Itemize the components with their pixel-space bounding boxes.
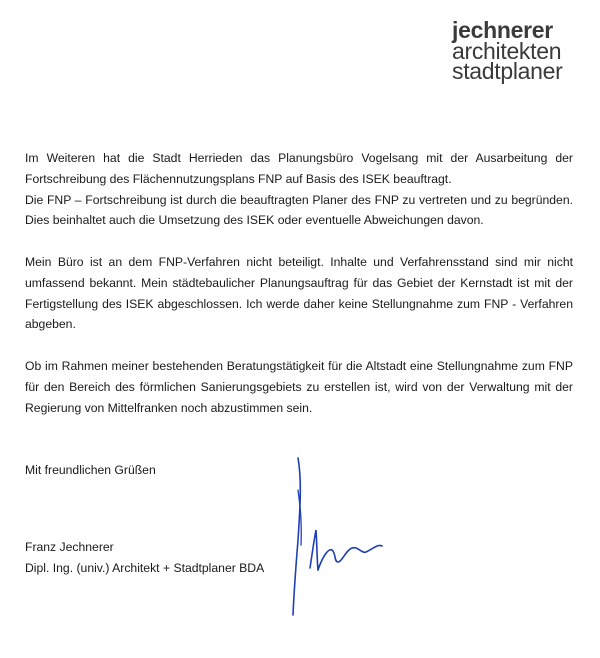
logo-line-jechnerer: jechnerer bbox=[452, 17, 553, 43]
letter-body bbox=[25, 148, 573, 418]
signer-name: Franz Jechnerer bbox=[25, 540, 114, 554]
handwritten-signature bbox=[280, 450, 400, 620]
company-logo bbox=[452, 17, 592, 84]
paragraph-fortschreibung: Im Weiteren hat die Stadt Herrieden das Planungsbüro Vogelsang mit der Ausarbeitung der Fortschreibung des Flächennutzungsplans FNP auf Basis des ISEK beauftragt. bbox=[25, 151, 573, 186]
paragraph-buero: Mein Büro ist an dem FNP-Verfahren nicht beteiligt. Inhalte und Verfahrensstand sind mir nicht umfassend bekannt. Mein städtebaulicher Planungsauftrag für das Gebiet der Kernstadt ist mit der Fertigstellung des ISEK abgeschlossen. Ich werde daher keine Stellungnahme zum FNP - Verfahren abgeben. bbox=[25, 254, 573, 332]
paragraph-beratung: Ob im Rahmen meiner bestehenden Beratungstätigkeit für die Altstadt eine Stellungnahme zum FNP für den Bereich des förmlichen Sanierungsgebiets zu erstellen ist, wird von der Verwaltung mit der Regierung von Mittelfranken noch abzustimmen sein. bbox=[25, 358, 573, 415]
signer-title: Dipl. Ing. (univ.) Architekt + Stadtplaner BDA bbox=[25, 561, 265, 575]
logo-line-architekten: architekten bbox=[452, 38, 562, 64]
closing-greeting: Mit freundlichen Grüßen bbox=[25, 463, 156, 477]
paragraph-gap bbox=[25, 231, 573, 252]
logo-line-stadtplaner: stadtplaner bbox=[452, 58, 563, 84]
paragraph-gap bbox=[25, 335, 573, 356]
paragraph-fnp-planer: Die FNP – Fortschreibung ist durch die beauftragten Planer des FNP zu vertreten und zu begründen. Dies beinhaltet auch die Umsetzung des ISEK oder eventuelle Abweichungen davon. bbox=[25, 192, 573, 228]
